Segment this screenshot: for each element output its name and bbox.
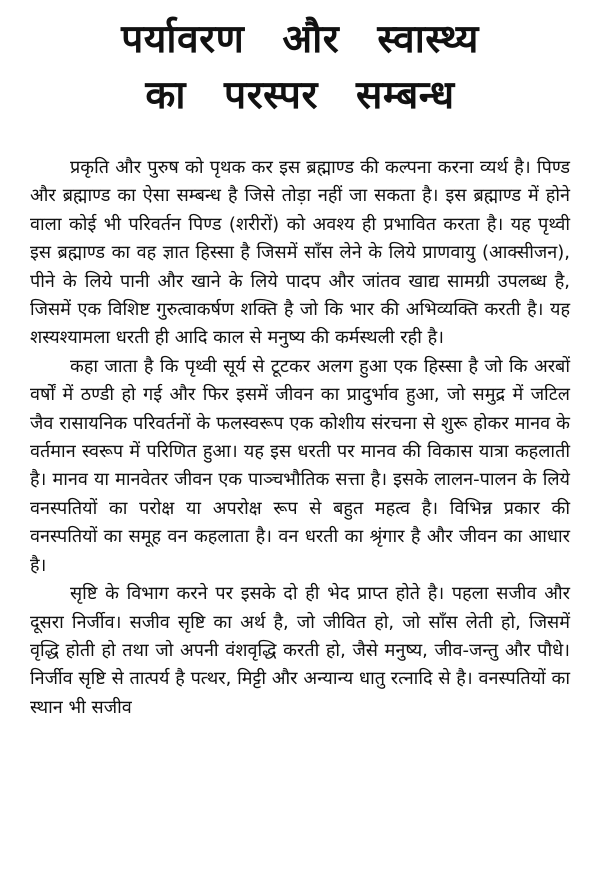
paragraph-2: कहा जाता है कि पृथ्वी सूर्य से टूटकर अलग हुआ एक हिस्सा है जो कि अरबों वर्षों में ठण्डी हो गई और फिर इसमें जीवन का प्रादुर्भाव हुआ, जो समुद्र में जटिल जैव रासायनिक परिवर्तनों के फलस्वरूप एक कोशीय संरचना से शुरू होकर मानव के वर्तमान स्वरूप में परिणित हुआ। यह इस धरती पर मानव की विकास यात्रा कहलाती है। मानव या मानवेतर जीवन एक पाञ्चभौतिक सत्ता है। इसके लालन-पालन के लिये वनस्पतियों का परोक्ष या अपरोक्ष रूप से बहुत महत्व है। विभिन्न प्रकार की वनस्पतियों का समूह वन कहलाता है। वन धरती का श्रृंगार है और जीवन का आधार है। — [30, 355, 570, 576]
title-line-2: का परस्पर सम्बन्ध — [145, 73, 455, 118]
title-line-1: पर्यावरण और स्वास्थ्य — [121, 17, 479, 62]
paragraph-3: सृष्टि के विभाग करने पर इसके दो ही भेद प्राप्त होते है। पहला सजीव और दूसरा निर्जीव। सजीव सृष्टि का अर्थ है, जो जीवित हो, जो साँस लेती हो, जिसमें वृद्धि होती हो तथा जो अपनी वंशवृद्धि करती हो, जैसे मनुष्य, जीव-जन्तु और पौधे। निर्जीव सृष्टि से तात्पर्य है पत्थर, मिट्टी और अन्यान्य धातु रत्नादि से है। वनस्पतियों का स्थान भी सजीव — [30, 583, 570, 718]
page-title — [30, 12, 570, 124]
body-text — [30, 154, 570, 722]
paragraph-1: प्रकृति और पुरुष को पृथक कर इस ब्रह्माण्ड की कल्पना करना व्यर्थ है। पिण्ड और ब्रह्माण्ड का ऐसा सम्बन्ध है जिसे तोड़ा नहीं जा सकता है। इस ब्रह्माण्ड में होने वाला कोई भी परिवर्तन पिण्ड (शरीरों) को अवश्य ही प्रभावित करता है। यह पृथ्वी इस ब्रह्माण्ड का वह ज्ञात हिस्सा है जिसमें साँस लेने के लिये प्राणवायु (आक्सीजन), पीने के लिये पानी और खाने के लिये पादप और जांतव खाद्य सामग्री उपलब्ध है, जिसमें एक विशिष्ट गुरुत्वाकर्षण शक्ति है जो कि भार की अभिव्यक्ति करती है। यह शस्यश्यामला धरती ही आदि काल से मनुष्य की कर्मस्थली रही है। — [30, 157, 570, 349]
